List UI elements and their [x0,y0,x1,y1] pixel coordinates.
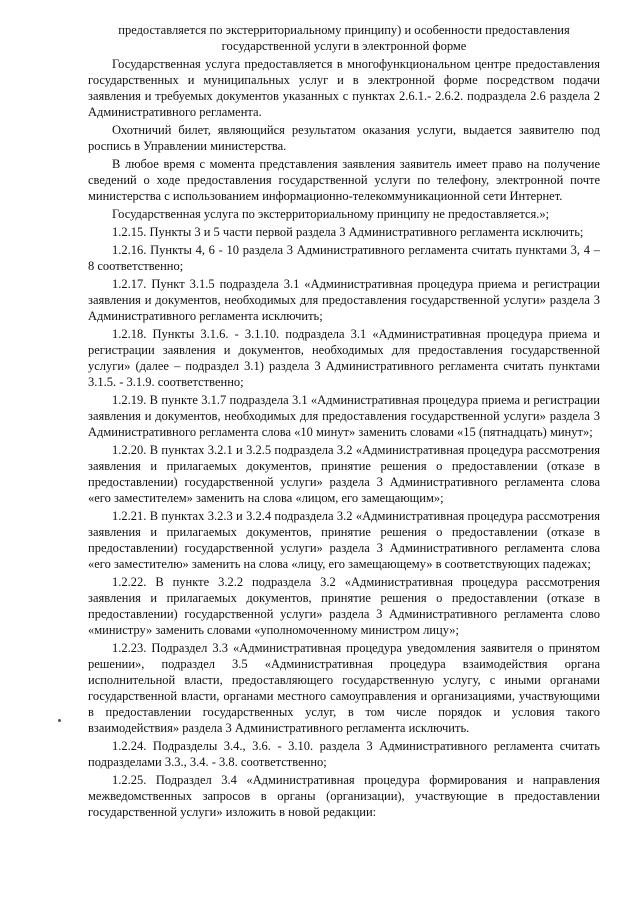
clause-1-2-24: 1.2.24. Подразделы 3.4., 3.6. - 3.10. раздела 3 Административного регламента считать подразделами 3.3., 3.4. - 3.8. соответственно; [88,739,600,769]
section-heading [88,22,600,54]
document-body [88,22,600,822]
paragraph-hunting-ticket: Охотничий билет, являющийся результатом оказания услуги, выдается заявителю под роспись в Управлении министерства. [88,123,600,153]
clause-1-2-17: 1.2.17. Пункт 3.1.5 подраздела 3.1 «Административная процедура приема и регистрации заявления и документов, необходимых для предоставления государственной услуги» раздела 3 Административного регламента исключить; [88,277,600,323]
clause-1-2-20: 1.2.20. В пунктах 3.2.1 и 3.2.5 подраздела 3.2 «Административная процедура рассмотрения заявления и прилагаемых документов, принятие решения о предоставлении (отказе в предоставлении) государственной услуги» раздела 3 Административного регламента слова «его заместителем» заменить на слова «лицом, его замещающим»; [88,443,600,505]
paragraph-status-info: В любое время с момента представления заявления заявитель имеет право на получение сведений о ходе предоставления государственной услуги по телефону, электронной почте министерства с использованием информационно-телекоммуникационной сети Интернет. [88,157,600,203]
paragraph-exterritorial: Государственная услуга по экстерриториальному принципу не предоставляется.»; [112,207,550,221]
clause-1-2-21: 1.2.21. В пунктах 3.2.3 и 3.2.4 подраздела 3.2 «Административная процедура рассмотрения заявления и прилагаемых документов, принятие решения о предоставлении (отказе в предоставлении) государственной услуги» раздела 3 Административного регламента слова «его заместителю» заменить на слова «лицу, его замещающему» в соответствующих падежах; [88,509,600,571]
clause-1-2-15: 1.2.15. Пункты 3 и 5 части первой раздела 3 Административного регламента исключить; [112,225,584,239]
clause-1-2-23: 1.2.23. Подраздел 3.3 «Административная процедура уведомления заявителя о принятом решении», подраздел 3.5 «Административная процедура взаимодействия органа исполнительной власти, предоставляющего государственную услугу, с иными органами государственной власти, органами местного самоуправления и организациями, участвующими в предоставлении государственных услуг, в том числе порядок и условия такого взаимодействия» раздела 3 Административного регламента исключить. [88,641,600,735]
clause-1-2-25: 1.2.25. Подраздел 3.4 «Административная процедура формирования и направления межведомственных запросов в органы (организации), участвующие в предоставлении государственной услуги» изложить в новой редакции: [88,773,600,819]
heading-line-1: предоставляется по экстерриториальному принципу) и особенности предоставления [118,23,570,37]
clause-1-2-18: 1.2.18. Пункты 3.1.6. - 3.1.10. подраздела 3.1 «Административная процедура приема и регистрации заявления и документов, необходимых для предоставления государственной услуги» (далее – подраздел 3.1) раздела 3 Административного регламента считать пунктами 3.1.5. - 3.1.9. соответственно; [88,327,600,389]
clause-1-2-22: 1.2.22. В пункте 3.2.2 подраздела 3.2 «Административная процедура рассмотрения заявления и прилагаемых документов, принятие решения о предоставлении (отказе в предоставлении) государственной услуги» раздела 3 Административного регламента слово «министру» заменить словами «уполномоченному министром лицу»; [88,575,600,637]
paragraph-mfc: Государственная услуга предоставляется в многофункциональном центре предоставления государственных и муниципальных услуг и в электронной форме посредством подачи заявления и требуемых документов указанных с пунктах 2.6.1.- 2.6.2. подраздела 2.6 раздела 2 Административного регламента. [88,57,600,119]
clause-1-2-16: 1.2.16. Пункты 4, 6 - 10 раздела 3 Административного регламента считать пунктами 3, 4 – 8 соответственно; [88,243,600,273]
scan-margin-mark [58,719,61,722]
clause-1-2-19: 1.2.19. В пункте 3.1.7 подраздела 3.1 «Административная процедура приема и регистрации заявления и документов, необходимых для предоставления государственной услуги» раздела 3 Административного регламента слова «10 минут» заменить словами «15 (пятнадцать) минут»; [88,393,600,439]
heading-line-2: государственной услуги в электронной форме [221,39,467,53]
